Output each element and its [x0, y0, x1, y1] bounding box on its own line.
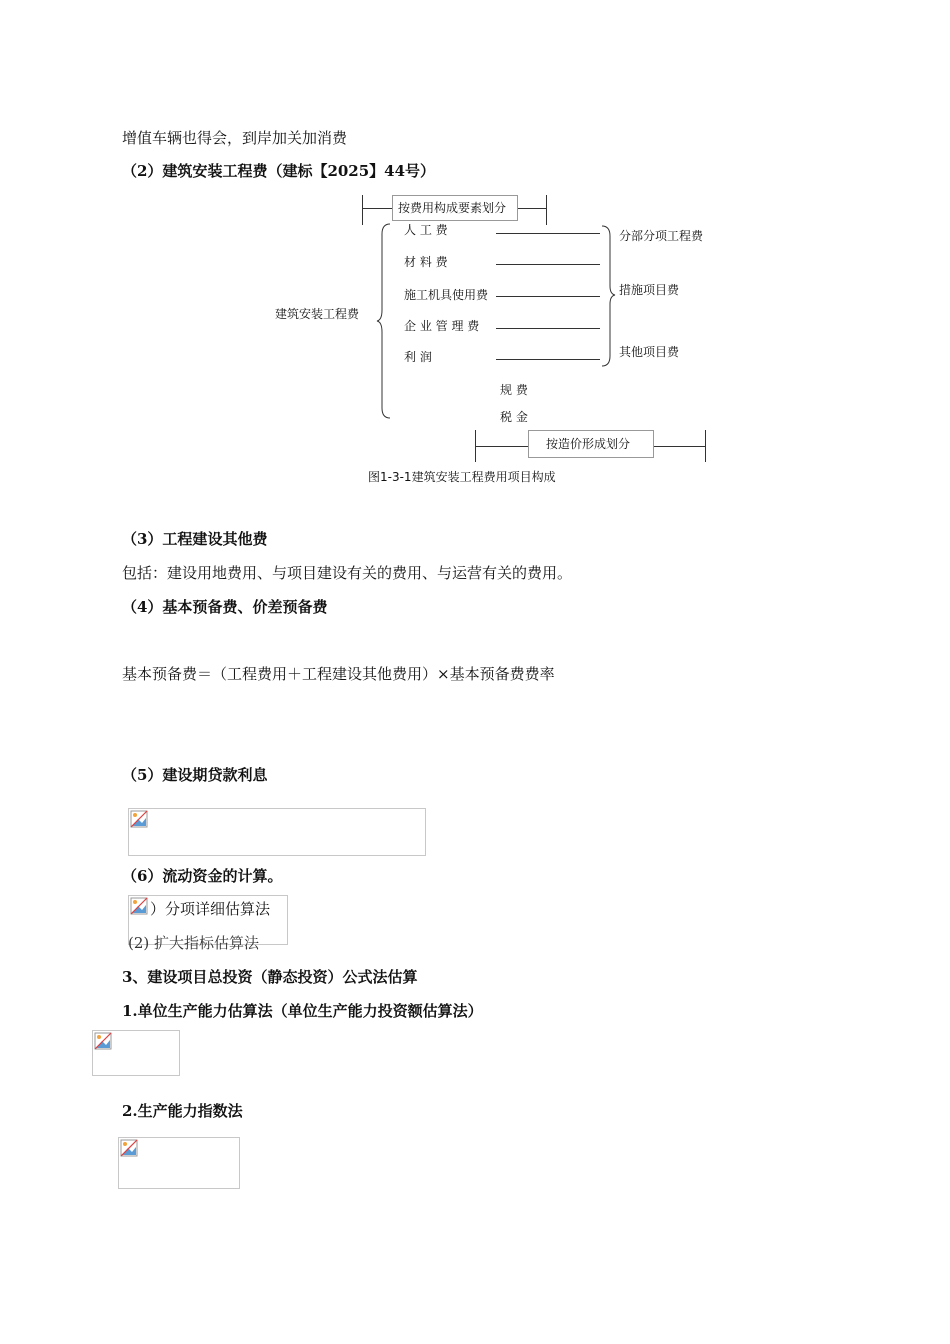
diagram-caption: 图1-3-1建筑安装工程费用项目构成: [368, 470, 556, 484]
element-fees: 规 费: [500, 383, 528, 397]
broken-image-icon: [130, 897, 148, 915]
image-placeholder-unit-capacity: [92, 1030, 180, 1076]
image-placeholder-loan-formula: [128, 808, 426, 856]
connector-line-4: [496, 328, 600, 329]
top-bracket-left: [362, 195, 363, 225]
paragraph-method-expanded: (2) 扩大指标估算法: [128, 934, 260, 952]
element-profit: 利 润: [404, 350, 432, 364]
diagram-root-label: 建筑安装工程费: [275, 307, 360, 321]
bottom-bracket-right: [705, 430, 706, 462]
element-material: 材 料 费: [404, 255, 448, 269]
group-other-items: 其他项目费: [619, 345, 680, 359]
left-brace: [376, 222, 392, 420]
top-bracket-right: [546, 195, 547, 225]
connector-line-2: [496, 264, 600, 265]
heading-total-investment: 3、建设项目总投资（静态投资）公式法估算: [122, 968, 418, 986]
right-brace: [600, 224, 616, 368]
group-subitem-works: 分部分项工程费: [619, 229, 704, 243]
top-label: 按费用构成要素划分: [398, 201, 507, 215]
heading-unit-capacity: 1.单位生产能力估算法（单位生产能力投资额估算法）: [122, 1002, 483, 1020]
element-tax: 税 金: [500, 410, 528, 424]
paragraph-intro: 增值车辆也得会，到岸加关加消费: [122, 129, 348, 147]
image-placeholder-capacity-index: [118, 1137, 240, 1189]
element-management: 企 业 管 理 费: [404, 319, 480, 333]
element-labor: 人 工 费: [404, 223, 448, 237]
heading-loan-interest: （5）建设期贷款利息: [122, 766, 268, 784]
paragraph-method-detailed: ）分项详细估算法: [150, 900, 271, 918]
group-measures: 措施项目费: [619, 283, 680, 297]
heading-construction-cost: （2）建筑安装工程费（建标【2025】44号）: [122, 162, 436, 180]
paragraph-other-costs: 包括：建设用地费用、与项目建设有关的费用、与运营有关的费用。: [122, 564, 573, 582]
broken-image-icon: [130, 810, 148, 828]
heading-capacity-index: 2.生产能力指数法: [122, 1102, 243, 1120]
connector-line-3: [496, 296, 600, 297]
connector-line-1: [496, 233, 600, 234]
heading-reserve: （4）基本预备费、价差预备费: [122, 598, 328, 616]
element-machinery: 施工机具使用费: [404, 288, 489, 302]
broken-image-icon: [94, 1032, 112, 1050]
connector-line-5: [496, 359, 600, 360]
paragraph-reserve-formula: 基本预备费＝（工程费用＋工程建设其他费用）×基本预备费费率: [122, 665, 555, 683]
heading-other-costs: （3）工程建设其他费: [122, 530, 268, 548]
broken-image-icon: [120, 1139, 138, 1157]
bottom-label: 按造价形成划分: [546, 437, 631, 451]
heading-working-capital: （6）流动资金的计算。: [122, 867, 283, 885]
